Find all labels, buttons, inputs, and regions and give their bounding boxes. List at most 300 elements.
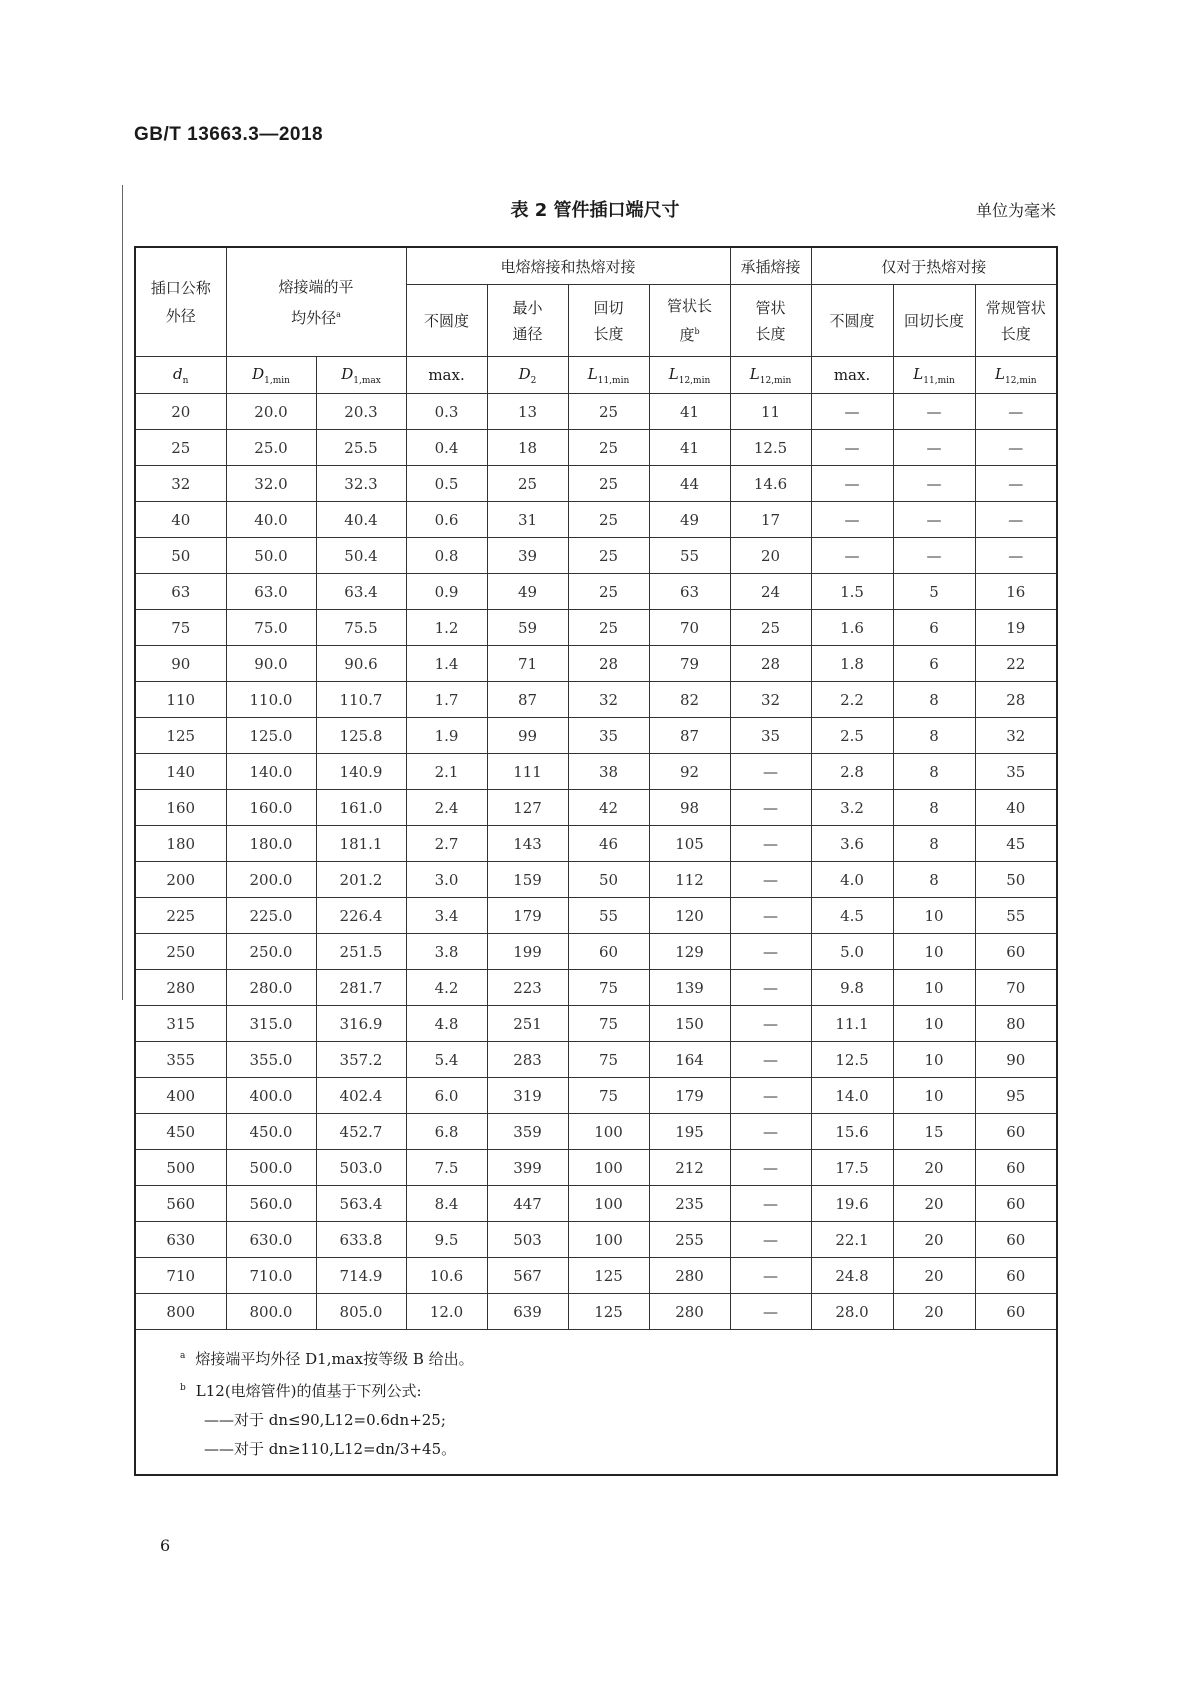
- table-cell: 402.4: [316, 1078, 406, 1114]
- table-cell: 1.8: [811, 646, 893, 682]
- table-cell: 125.0: [226, 718, 316, 754]
- table-cell: 140: [135, 754, 226, 790]
- table-cell: 110.0: [226, 682, 316, 718]
- table-cell: 0.4: [406, 430, 487, 466]
- table-cell: 225.0: [226, 898, 316, 934]
- table-cell: —: [730, 862, 811, 898]
- table-cell: 0.5: [406, 466, 487, 502]
- table-cell: 503: [487, 1222, 568, 1258]
- table-cell: 201.2: [316, 862, 406, 898]
- table-cell: —: [730, 1006, 811, 1042]
- table-cell: 82: [649, 682, 730, 718]
- table-cell: 42: [568, 790, 649, 826]
- table-cell: 60: [975, 1258, 1057, 1294]
- table-cell: 46: [568, 826, 649, 862]
- table-cell: 75: [568, 1042, 649, 1078]
- table-cell: —: [975, 466, 1057, 502]
- table-cell: 79: [649, 646, 730, 682]
- footnote-mark: a: [180, 1351, 186, 1361]
- table-cell: 8: [893, 826, 975, 862]
- table-cell: 98: [649, 790, 730, 826]
- table-cell: —: [975, 538, 1057, 574]
- table-cell: 90: [975, 1042, 1057, 1078]
- table-cell: 5: [893, 574, 975, 610]
- table-cell: 281.7: [316, 970, 406, 1006]
- table-cell: 283: [487, 1042, 568, 1078]
- table-cell: 160: [135, 790, 226, 826]
- table-cell: 20: [893, 1150, 975, 1186]
- table-cell: 35: [975, 754, 1057, 790]
- table-cell: 315.0: [226, 1006, 316, 1042]
- table-cell: 75: [568, 1078, 649, 1114]
- table-cell: 800: [135, 1294, 226, 1330]
- table-cell: —: [730, 898, 811, 934]
- unit-label: 单位为毫米: [975, 201, 1056, 220]
- table-cell: 399: [487, 1150, 568, 1186]
- table-row: [135, 502, 1057, 538]
- header-cut-back: 回切长度: [568, 285, 649, 357]
- table-cell: 143: [487, 826, 568, 862]
- table-cell: 630: [135, 1222, 226, 1258]
- table-cell: 28: [730, 646, 811, 682]
- table-cell: 10: [893, 1042, 975, 1078]
- table-cell: 22: [975, 646, 1057, 682]
- table-cell: 3.2: [811, 790, 893, 826]
- table-cell: —: [811, 430, 893, 466]
- footnote-text: 熔接端平均外径 D1,max按等级 B 给出。: [195, 1350, 474, 1368]
- table-cell: 5.0: [811, 934, 893, 970]
- table-cell: 8: [893, 682, 975, 718]
- table-cell: —: [893, 466, 975, 502]
- header-min-bore: 最小通径: [487, 285, 568, 357]
- table-row: [135, 1114, 1057, 1150]
- table-cell: 3.6: [811, 826, 893, 862]
- table-cell: 100: [568, 1114, 649, 1150]
- table-cell: 45: [975, 826, 1057, 862]
- table-cell: 20: [893, 1294, 975, 1330]
- table-cell: 6.8: [406, 1114, 487, 1150]
- table-cell: —: [730, 1042, 811, 1078]
- table-cell: 127: [487, 790, 568, 826]
- table-cell: 3.4: [406, 898, 487, 934]
- table-cell: —: [730, 826, 811, 862]
- table-cell: 63: [135, 574, 226, 610]
- table-cell: 32: [135, 466, 226, 502]
- table-cell: 10: [893, 1006, 975, 1042]
- table-cell: 500.0: [226, 1150, 316, 1186]
- header-electrofusion-butt: 电熔熔接和热熔对接: [406, 247, 730, 285]
- table-cell: 49: [487, 574, 568, 610]
- table-cell: 1.6: [811, 610, 893, 646]
- table-cell: —: [730, 1150, 811, 1186]
- table-cell: 3.0: [406, 862, 487, 898]
- table-cell: 40: [975, 790, 1057, 826]
- table-cell: 6: [893, 646, 975, 682]
- table-cell: —: [893, 538, 975, 574]
- table-cell: 60: [975, 1186, 1057, 1222]
- table-cell: 20: [893, 1222, 975, 1258]
- table-cell: 32.0: [226, 466, 316, 502]
- table-cell: 225: [135, 898, 226, 934]
- table-note: [180, 1435, 1056, 1464]
- table-cell: 567: [487, 1258, 568, 1294]
- table-cell: 110: [135, 682, 226, 718]
- table-cell: 9.5: [406, 1222, 487, 1258]
- table-note: [180, 1374, 1056, 1406]
- table-cell: 44: [649, 466, 730, 502]
- header-socket-fusion: 承插熔接: [730, 247, 811, 285]
- table-cell: —: [730, 754, 811, 790]
- table-cell: 11: [730, 394, 811, 430]
- table-cell: 8: [893, 862, 975, 898]
- table-cell: 280.0: [226, 970, 316, 1006]
- table-cell: —: [975, 502, 1057, 538]
- table-cell: 452.7: [316, 1114, 406, 1150]
- table-cell: 5.4: [406, 1042, 487, 1078]
- table-cell: 100: [568, 1186, 649, 1222]
- symbol-d1min: $D_{1,min}$: [226, 357, 316, 394]
- table-cell: 2.5: [811, 718, 893, 754]
- table-cell: 12.5: [811, 1042, 893, 1078]
- table-cell: 38: [568, 754, 649, 790]
- table-cell: 50: [975, 862, 1057, 898]
- table-note: [180, 1406, 1056, 1435]
- table-cell: 161.0: [316, 790, 406, 826]
- table-cell: 20.0: [226, 394, 316, 430]
- table-cell: 164: [649, 1042, 730, 1078]
- table-cell: 0.3: [406, 394, 487, 430]
- table-row: [135, 718, 1057, 754]
- symbol-max-1: max.: [406, 357, 487, 394]
- table-cell: 150: [649, 1006, 730, 1042]
- footnote-mark: b: [180, 1383, 186, 1393]
- table-cell: 32: [975, 718, 1057, 754]
- table-cell: 15: [893, 1114, 975, 1150]
- table-cell: 1.2: [406, 610, 487, 646]
- table-cell: 4.2: [406, 970, 487, 1006]
- table-cell: 41: [649, 394, 730, 430]
- table-cell: 251: [487, 1006, 568, 1042]
- table-cell: 110.7: [316, 682, 406, 718]
- table-cell: 75: [568, 1006, 649, 1042]
- symbol-l11: $L_{11,min}$: [568, 357, 649, 394]
- table-cell: 13: [487, 394, 568, 430]
- table-cell: 25: [568, 394, 649, 430]
- table-cell: —: [893, 394, 975, 430]
- table-cell: 180: [135, 826, 226, 862]
- table-cell: 19: [975, 610, 1057, 646]
- table-cell: 1.5: [811, 574, 893, 610]
- header-mean-od: 熔接端的平均外径$^a$: [226, 247, 406, 357]
- table-row: [135, 574, 1057, 610]
- table-cell: 60: [975, 1222, 1057, 1258]
- table-cell: 179: [487, 898, 568, 934]
- table-cell: 6.0: [406, 1078, 487, 1114]
- symbol-l12-socket: $L_{12,min}$: [730, 357, 811, 394]
- table-cell: 400.0: [226, 1078, 316, 1114]
- table-cell: 10: [893, 970, 975, 1006]
- table-cell: —: [893, 430, 975, 466]
- table-cell: 563.4: [316, 1186, 406, 1222]
- table-cell: 50: [568, 862, 649, 898]
- table-cell: 63.4: [316, 574, 406, 610]
- table-title: 表 2 管件插口端尺寸: [510, 200, 680, 221]
- table-cell: 25.0: [226, 430, 316, 466]
- table-row: [135, 970, 1057, 1006]
- table-row: [135, 1222, 1057, 1258]
- table-row: [135, 1258, 1057, 1294]
- table-cell: 120: [649, 898, 730, 934]
- table-cell: 714.9: [316, 1258, 406, 1294]
- table-row: [135, 1186, 1057, 1222]
- table-cell: 18: [487, 430, 568, 466]
- table-cell: 55: [975, 898, 1057, 934]
- table-cell: 2.8: [811, 754, 893, 790]
- table-cell: 105: [649, 826, 730, 862]
- table-cell: 450: [135, 1114, 226, 1150]
- table-row: [135, 466, 1057, 502]
- table-cell: 800.0: [226, 1294, 316, 1330]
- table-row: [135, 538, 1057, 574]
- table-row: [135, 430, 1057, 466]
- table-cell: 20: [730, 538, 811, 574]
- table-cell: —: [975, 430, 1057, 466]
- table-cell: 25: [730, 610, 811, 646]
- table-cell: 200.0: [226, 862, 316, 898]
- table-cell: 60: [568, 934, 649, 970]
- table-cell: 28: [975, 682, 1057, 718]
- table-cell: 112: [649, 862, 730, 898]
- table-cell: 560: [135, 1186, 226, 1222]
- table-cell: 355.0: [226, 1042, 316, 1078]
- table-cell: 1.7: [406, 682, 487, 718]
- table-cell: 20: [893, 1186, 975, 1222]
- table-cell: 10: [893, 898, 975, 934]
- table-cell: 805.0: [316, 1294, 406, 1330]
- table-cell: 32: [568, 682, 649, 718]
- table-cell: 24: [730, 574, 811, 610]
- table-cell: 40.0: [226, 502, 316, 538]
- table-cell: 125: [135, 718, 226, 754]
- table-cell: 9.8: [811, 970, 893, 1006]
- page-number: 6: [160, 1536, 171, 1555]
- table-cell: 140.9: [316, 754, 406, 790]
- table-cell: 75.0: [226, 610, 316, 646]
- table-cell: 60: [975, 1294, 1057, 1330]
- table-cell: 92: [649, 754, 730, 790]
- table-cell: 500: [135, 1150, 226, 1186]
- table-cell: 90: [135, 646, 226, 682]
- table-cell: 0.9: [406, 574, 487, 610]
- footnote-text: ——对于 dn≥110,L12=dn/3+45。: [204, 1440, 457, 1458]
- table-cell: 250: [135, 934, 226, 970]
- table-body: [135, 394, 1057, 1330]
- table-cell: 2.1: [406, 754, 487, 790]
- table-cell: —: [730, 934, 811, 970]
- table-cell: 60: [975, 934, 1057, 970]
- table-cell: 59: [487, 610, 568, 646]
- table-cell: 22.1: [811, 1222, 893, 1258]
- table-cell: 60: [975, 1150, 1057, 1186]
- table-cell: 19.6: [811, 1186, 893, 1222]
- header-nominal-od: 插口公称外径: [135, 247, 226, 357]
- table-cell: 140.0: [226, 754, 316, 790]
- symbol-d2: $D_2$: [487, 357, 568, 394]
- table-cell: 25: [568, 574, 649, 610]
- table-cell: 710.0: [226, 1258, 316, 1294]
- table-cell: 255: [649, 1222, 730, 1258]
- table-cell: 319: [487, 1078, 568, 1114]
- table-cell: 316.9: [316, 1006, 406, 1042]
- table-cell: 71: [487, 646, 568, 682]
- symbol-l12-butt: $L_{12,min}$: [975, 357, 1057, 394]
- table-cell: 90.0: [226, 646, 316, 682]
- table-cell: 31: [487, 502, 568, 538]
- table-cell: 1.9: [406, 718, 487, 754]
- header-normal-tubular: 常规管状长度: [975, 285, 1057, 357]
- table-cell: 49: [649, 502, 730, 538]
- table-cell: 80: [975, 1006, 1057, 1042]
- table-cell: 710: [135, 1258, 226, 1294]
- table-row: [135, 682, 1057, 718]
- table-cell: 223: [487, 970, 568, 1006]
- table-cell: 20.3: [316, 394, 406, 430]
- table-cell: 28.0: [811, 1294, 893, 1330]
- table-cell: 35: [568, 718, 649, 754]
- table-cell: 41: [649, 430, 730, 466]
- table-cell: 179: [649, 1078, 730, 1114]
- symbol-dn: $d_n$: [135, 357, 226, 394]
- table-cell: 55: [568, 898, 649, 934]
- table-cell: 63.0: [226, 574, 316, 610]
- table-cell: 251.5: [316, 934, 406, 970]
- table-cell: 139: [649, 970, 730, 1006]
- footnote-text: L12(电熔管件)的值基于下列公式:: [195, 1382, 422, 1400]
- table-row: [135, 898, 1057, 934]
- table-cell: 125: [568, 1258, 649, 1294]
- table-cell: 20: [135, 394, 226, 430]
- table-cell: 2.4: [406, 790, 487, 826]
- table-cell: 0.6: [406, 502, 487, 538]
- table-cell: 35: [730, 718, 811, 754]
- table-cell: 199: [487, 934, 568, 970]
- table-cell: 4.0: [811, 862, 893, 898]
- table-cell: —: [730, 1186, 811, 1222]
- table-cell: 32: [730, 682, 811, 718]
- document-code: GB/T 13663.3—2018: [134, 124, 324, 145]
- table-cell: 40.4: [316, 502, 406, 538]
- table-cell: 280: [649, 1258, 730, 1294]
- header-cut-back-2: 回切长度: [893, 285, 975, 357]
- table-cell: —: [730, 1222, 811, 1258]
- table-cell: 447: [487, 1186, 568, 1222]
- table-cell: 25: [568, 430, 649, 466]
- table-cell: 87: [649, 718, 730, 754]
- table-cell: 32.3: [316, 466, 406, 502]
- table-cell: 630.0: [226, 1222, 316, 1258]
- footnote-text: ——对于 dn≤90,L12=0.6dn+25;: [204, 1411, 446, 1429]
- table-row: [135, 1006, 1057, 1042]
- table-cell: 181.1: [316, 826, 406, 862]
- table-cell: 8: [893, 754, 975, 790]
- table-cell: 450.0: [226, 1114, 316, 1150]
- table-row: [135, 394, 1057, 430]
- table-row: [135, 826, 1057, 862]
- dimension-table: [134, 246, 1058, 1476]
- table-cell: 560.0: [226, 1186, 316, 1222]
- table-cell: 250.0: [226, 934, 316, 970]
- table-cell: 200: [135, 862, 226, 898]
- table-cell: 160.0: [226, 790, 316, 826]
- table-cell: 75: [135, 610, 226, 646]
- table-cell: —: [730, 1258, 811, 1294]
- table-cell: —: [730, 970, 811, 1006]
- table-cell: 25: [568, 538, 649, 574]
- symbol-d1max: $D_{1,max}$: [316, 357, 406, 394]
- table-cell: 25: [487, 466, 568, 502]
- table-cell: 25.5: [316, 430, 406, 466]
- header-out-of-round-2: 不圆度: [811, 285, 893, 357]
- table-row: [135, 646, 1057, 682]
- table-cell: 503.0: [316, 1150, 406, 1186]
- table-cell: 15.6: [811, 1114, 893, 1150]
- table-row: [135, 1078, 1057, 1114]
- table-cell: —: [730, 1078, 811, 1114]
- table-cell: 39: [487, 538, 568, 574]
- table-cell: 50.0: [226, 538, 316, 574]
- table-cell: 55: [649, 538, 730, 574]
- table-cell: 10: [893, 1078, 975, 1114]
- table-cell: 3.8: [406, 934, 487, 970]
- table-cell: —: [730, 1294, 811, 1330]
- table-note: [180, 1342, 1056, 1374]
- table-cell: 10: [893, 934, 975, 970]
- header-socket-tubular: 管状长度: [730, 285, 811, 357]
- table-cell: 8: [893, 790, 975, 826]
- table-cell: 125.8: [316, 718, 406, 754]
- table-notes: [135, 1330, 1057, 1476]
- table-cell: 280: [135, 970, 226, 1006]
- table-cell: 70: [649, 610, 730, 646]
- table-cell: 95: [975, 1078, 1057, 1114]
- table-cell: 16: [975, 574, 1057, 610]
- table-cell: 8.4: [406, 1186, 487, 1222]
- table-cell: —: [811, 538, 893, 574]
- table-cell: —: [893, 502, 975, 538]
- table-cell: 235: [649, 1186, 730, 1222]
- table-cell: 359: [487, 1114, 568, 1150]
- table-cell: 50.4: [316, 538, 406, 574]
- table-row: [135, 1042, 1057, 1078]
- header-tubular-length: 管状长度$^b$: [649, 285, 730, 357]
- table-cell: 25: [568, 610, 649, 646]
- table-cell: 129: [649, 934, 730, 970]
- table-cell: 8: [893, 718, 975, 754]
- table-cell: 50: [135, 538, 226, 574]
- table-cell: 28: [568, 646, 649, 682]
- table-cell: 60: [975, 1114, 1057, 1150]
- table-cell: 0.8: [406, 538, 487, 574]
- table-cell: —: [975, 394, 1057, 430]
- table-cell: 14.6: [730, 466, 811, 502]
- table-cell: 90.6: [316, 646, 406, 682]
- table-cell: 4.5: [811, 898, 893, 934]
- table-cell: 25: [568, 466, 649, 502]
- table-cell: —: [811, 466, 893, 502]
- table-cell: 226.4: [316, 898, 406, 934]
- table-cell: 25: [135, 430, 226, 466]
- table-cell: 24.8: [811, 1258, 893, 1294]
